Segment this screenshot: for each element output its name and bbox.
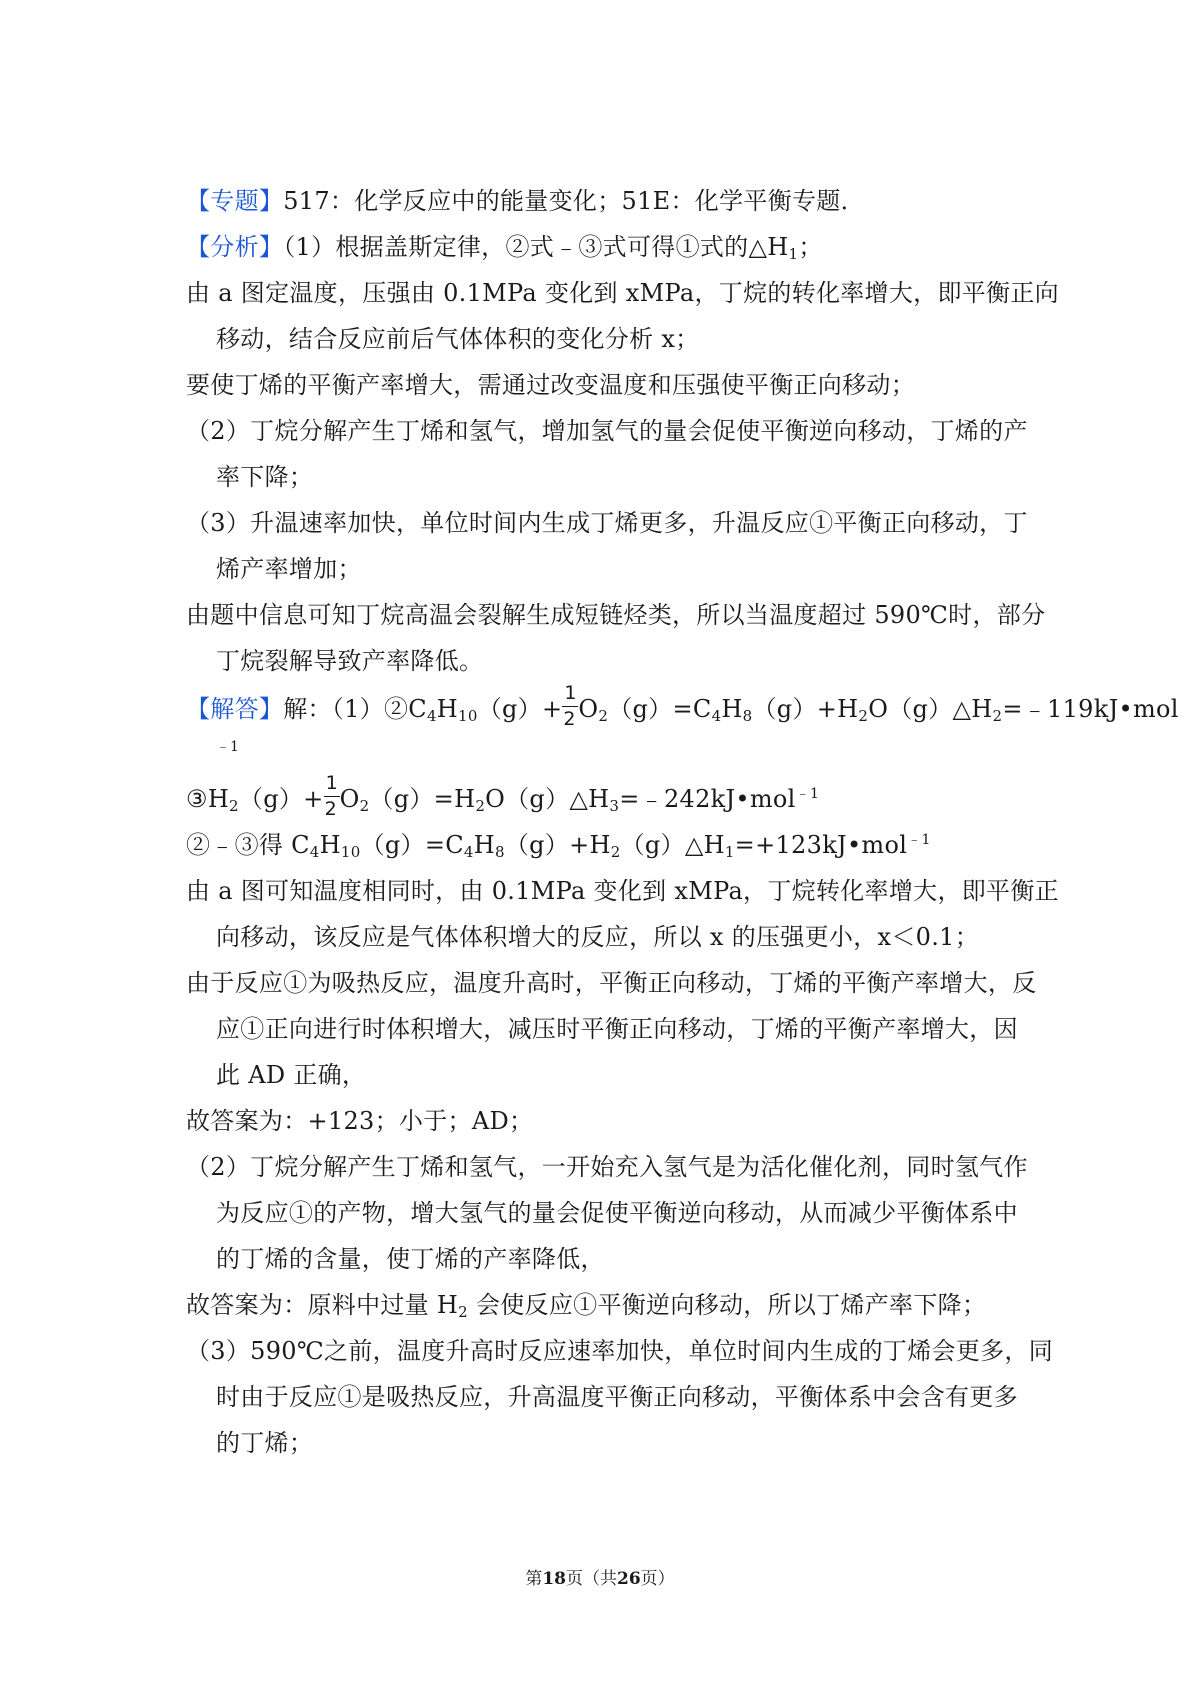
fraction-half (562, 681, 578, 730)
fraction-denominator: 2 (324, 797, 337, 820)
superscript: ﹣1 (907, 832, 931, 848)
eq-text: H (473, 831, 495, 859)
footer-text: 页） (640, 1569, 675, 1589)
subscript: 1 (724, 843, 735, 861)
answer-line-7: 应①正向进行时体积增大，减压时平衡正向移动，丁烯的平衡产率增大，因 (216, 1015, 1018, 1043)
analysis-text: （1）根据盖斯定律，②式﹣③式可得①式的△H (283, 233, 789, 261)
answer-line-4: 由 a 图可知温度相同时，由 0.1MPa 变化到 xMPa，丁烷转化率增大，即平衡正 (186, 877, 1059, 905)
subscript: 2 (458, 1303, 469, 1321)
analysis-line-7: （3）升温速率加快，单位时间内生成丁烯更多，升温反应①平衡正向移动，丁 (186, 509, 1028, 537)
analysis-line-10: 丁烷裂解导致产率降低。 (216, 647, 484, 675)
analysis-line-9: 由题中信息可知丁烷高温会裂解生成短链烃类，所以当温度超过 590℃时，部分 (186, 601, 1046, 629)
eq-text: H (721, 695, 743, 723)
answer-text: 会使反应①平衡逆向移动，所以丁烯产率下降； (468, 1291, 987, 1319)
analysis-line-3: 移动，结合反应前后气体体积的变化分析 x； (216, 325, 700, 353)
eq-text: （g）=C (360, 831, 464, 859)
fraction-numerator: 1 (564, 681, 577, 704)
analysis-line-2: 由 a 图定温度，压强由 0.1MPa 变化到 xMPa，丁烷的转化率增大，即平衡正向 (186, 279, 1059, 307)
subscript: 2 (229, 797, 239, 815)
fraction-numerator: 1 (325, 771, 338, 794)
eq-text: O (339, 785, 360, 813)
answer-line-16: 的丁烯； (216, 1429, 314, 1457)
fraction-denominator: 2 (563, 707, 576, 730)
answer-line-10: （2）丁烷分解产生丁烯和氢气，一开始充入氢气是为活化催化剂，同时氢气作 (186, 1153, 1028, 1181)
analysis-line-1 (186, 232, 1036, 262)
subscript: 1 (788, 245, 799, 263)
subscript: 8 (742, 707, 753, 725)
answer-text: 故答案为：原料中过量 H (186, 1291, 459, 1319)
eq-text: =+123kJ•mol (734, 831, 908, 859)
eq-text: （g）+H (752, 695, 859, 723)
answer-line-8: 此 AD 正确， (216, 1061, 367, 1089)
eq-text: （g）=H (369, 785, 476, 813)
topic-line (186, 186, 1036, 216)
superscript: ﹣1 (795, 786, 820, 802)
eq-text: O (578, 695, 599, 723)
analysis-line-4: 要使丁烯的平衡产率增大，需通过改变温度和压强使平衡正向移动； (186, 371, 915, 399)
eq-text: O（g）△H (868, 695, 993, 723)
eq-text: （g）+ (477, 695, 563, 723)
answer-line-6: 由于反应①为吸热反应，温度升高时，平衡正向移动，丁烯的平衡产率增大，反 (186, 969, 1037, 997)
subscript: 2 (992, 707, 1003, 725)
fraction-bar (562, 706, 578, 707)
answer-line-5: 向移动，该反应是气体体积增大的反应，所以 x 的压强更小，x＜0.1； (216, 923, 979, 951)
analysis-tag: 【分析】 (186, 233, 284, 261)
fraction-bar (324, 796, 340, 797)
subscript: 10 (458, 707, 478, 725)
eq-text: H (319, 831, 341, 859)
subscript: 2 (359, 797, 370, 815)
subscript: 10 (340, 843, 361, 861)
answer-line-14: （3）590℃之前，温度升高时反应速率加快，单位时间内生成的丁烯会更多，同 (186, 1337, 1054, 1365)
analysis-text: ； (798, 233, 823, 261)
answer-line-15: 时由于反应①是吸热反应，升高温度平衡正向移动，平衡体系中会含有更多 (216, 1383, 1018, 1411)
eq-text: H (436, 695, 459, 723)
page-footer (0, 1564, 1200, 1589)
subscript: 8 (494, 843, 505, 861)
eq-text: 解：（1）②C (283, 695, 427, 723)
topic-text: 517：化学反应中的能量变化；51E：化学平衡专题． (283, 187, 865, 215)
topic-tag: 【专题】 (186, 187, 284, 215)
answer-line-9: 故答案为：+123；小于；AD； (186, 1107, 534, 1135)
answer-line-11: 为反应①的产物，增大氢气的量会促使平衡逆向移动，从而减少平衡体系中 (216, 1199, 1018, 1227)
analysis-line-6: 率下降； (216, 463, 314, 491)
footer-text: 页（共 (566, 1569, 617, 1589)
answer-line-12: 的丁烯的含量，使丁烯的产率降低， (216, 1245, 605, 1273)
page-total: 26 (617, 1569, 641, 1589)
eq-text: O（g）△H (485, 785, 610, 813)
analysis-line-8: 烯产率增加； (216, 555, 362, 583)
subscript: 2 (610, 843, 621, 861)
eq-text: =﹣119kJ•mol (1002, 695, 1179, 723)
footer-text: 第 (525, 1569, 543, 1589)
answer-equation-3 (186, 830, 1036, 860)
page-number: 18 (542, 1569, 566, 1589)
answer-equation-1 (186, 681, 1179, 730)
eq-text: （g）+H (504, 831, 611, 859)
subscript: 4 (463, 843, 474, 861)
eq-text: （g）=C (608, 695, 712, 723)
subscript: 2 (858, 707, 869, 725)
subscript: 2 (598, 707, 609, 725)
answer-line-13 (186, 1290, 1036, 1320)
answer-equation-2 (186, 771, 1036, 820)
answer-tag: 【解答】 (186, 695, 284, 723)
subscript: 4 (309, 843, 320, 861)
eq-text: ③H (186, 785, 230, 813)
eq-text: =﹣242kJ•mol (619, 785, 796, 813)
subscript: 4 (711, 707, 722, 725)
eq-text: ②﹣③得 C (186, 831, 310, 859)
fraction-half (324, 771, 340, 820)
subscript: 3 (609, 797, 620, 815)
subscript: 4 (426, 707, 437, 725)
answer-equation-1-exponent: ﹣1 (216, 739, 239, 755)
eq-text: （g）+ (238, 785, 324, 813)
subscript: 2 (475, 797, 486, 815)
eq-text: （g）△H (620, 831, 725, 859)
analysis-line-5: （2）丁烷分解产生丁烯和氢气，增加氢气的量会促使平衡逆向移动，丁烯的产 (186, 417, 1028, 445)
